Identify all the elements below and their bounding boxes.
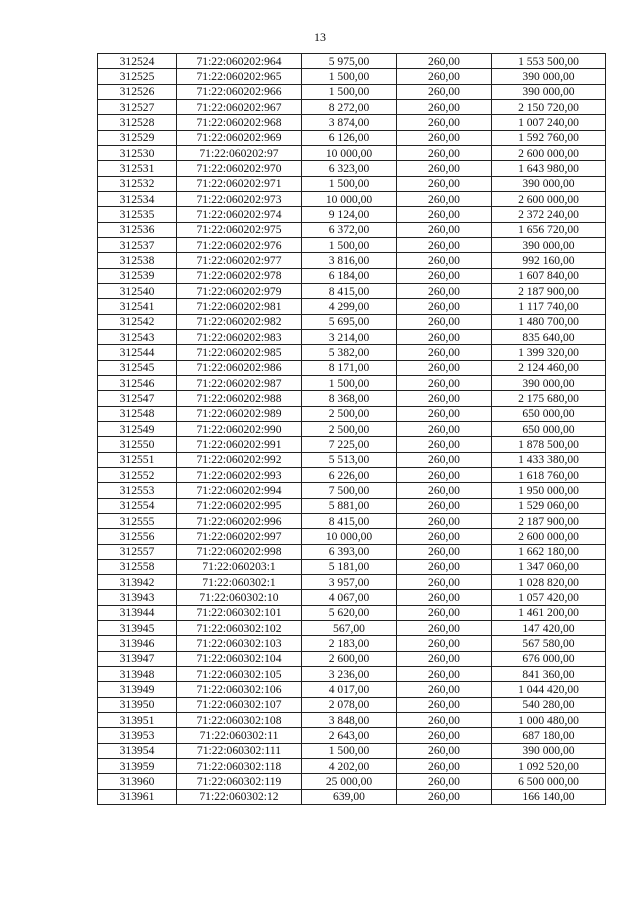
- area-cell: 2 500,00: [302, 421, 397, 436]
- rate-cell: 260,00: [397, 529, 492, 544]
- rate-cell: 260,00: [397, 513, 492, 528]
- rate-cell: 260,00: [397, 483, 492, 498]
- value-cell: 1 044 420,00: [492, 682, 606, 697]
- value-cell: 1 878 500,00: [492, 437, 606, 452]
- cadastral-number-cell: 71:22:060302:111: [177, 743, 302, 758]
- table-row: [98, 421, 606, 436]
- plot-id-cell: 312544: [98, 345, 177, 360]
- value-cell: 1 618 760,00: [492, 467, 606, 482]
- plot-id-cell: 313950: [98, 697, 177, 712]
- plot-id-cell: 313947: [98, 651, 177, 666]
- rate-cell: 260,00: [397, 329, 492, 344]
- table-row: [98, 207, 606, 222]
- table-row: [98, 283, 606, 298]
- cadastral-number-cell: 71:22:060302:11: [177, 728, 302, 743]
- value-cell: 2 187 900,00: [492, 283, 606, 298]
- cadastral-number-cell: 71:22:060202:975: [177, 222, 302, 237]
- plot-id-cell: 312531: [98, 161, 177, 176]
- table-row: [98, 575, 606, 590]
- value-cell: 1 117 740,00: [492, 299, 606, 314]
- plot-id-cell: 313961: [98, 789, 177, 804]
- area-cell: 3 816,00: [302, 253, 397, 268]
- table-row: [98, 759, 606, 774]
- value-cell: 1 028 820,00: [492, 575, 606, 590]
- value-cell: 650 000,00: [492, 406, 606, 421]
- rate-cell: 260,00: [397, 237, 492, 252]
- value-cell: 567 580,00: [492, 636, 606, 651]
- cadastral-number-cell: 71:22:060302:107: [177, 697, 302, 712]
- rate-cell: 260,00: [397, 283, 492, 298]
- value-cell: 1 399 320,00: [492, 345, 606, 360]
- plot-id-cell: 313943: [98, 590, 177, 605]
- area-cell: 8 368,00: [302, 391, 397, 406]
- rate-cell: 260,00: [397, 498, 492, 513]
- cadastral-number-cell: 71:22:060202:967: [177, 99, 302, 114]
- cadastral-number-cell: 71:22:060202:997: [177, 529, 302, 544]
- value-cell: 650 000,00: [492, 421, 606, 436]
- table-row: [98, 498, 606, 513]
- plot-id-cell: 312535: [98, 207, 177, 222]
- plot-id-cell: 312554: [98, 498, 177, 513]
- area-cell: 7 225,00: [302, 437, 397, 452]
- area-cell: 3 874,00: [302, 115, 397, 130]
- cadastral-number-cell: 71:22:060202:968: [177, 115, 302, 130]
- area-cell: 4 017,00: [302, 682, 397, 697]
- area-cell: 3 848,00: [302, 713, 397, 728]
- value-cell: 687 180,00: [492, 728, 606, 743]
- page-number: 13: [314, 30, 326, 44]
- cadastral-number-cell: 71:22:060202:990: [177, 421, 302, 436]
- area-cell: 1 500,00: [302, 237, 397, 252]
- rate-cell: 260,00: [397, 636, 492, 651]
- cadastral-number-cell: 71:22:060302:119: [177, 774, 302, 789]
- plot-id-cell: 312549: [98, 421, 177, 436]
- value-cell: 147 420,00: [492, 621, 606, 636]
- cadastral-number-cell: 71:22:060202:988: [177, 391, 302, 406]
- plot-id-cell: 312542: [98, 314, 177, 329]
- table-row: [98, 360, 606, 375]
- area-cell: 25 000,00: [302, 774, 397, 789]
- cadastral-number-cell: 71:22:060203:1: [177, 559, 302, 574]
- table-row: [98, 314, 606, 329]
- table-row: [98, 590, 606, 605]
- plot-id-cell: 312546: [98, 375, 177, 390]
- area-cell: 4 202,00: [302, 759, 397, 774]
- plot-id-cell: 312525: [98, 69, 177, 84]
- table-row: [98, 176, 606, 191]
- table-row: [98, 682, 606, 697]
- rate-cell: 260,00: [397, 789, 492, 804]
- value-cell: 1 950 000,00: [492, 483, 606, 498]
- rate-cell: 260,00: [397, 391, 492, 406]
- plot-id-cell: 312528: [98, 115, 177, 130]
- value-cell: 6 500 000,00: [492, 774, 606, 789]
- area-cell: 6 372,00: [302, 222, 397, 237]
- value-cell: 2 372 240,00: [492, 207, 606, 222]
- rate-cell: 260,00: [397, 621, 492, 636]
- area-cell: 7 500,00: [302, 483, 397, 498]
- table-row: [98, 406, 606, 421]
- cadastral-number-cell: 71:22:060202:982: [177, 314, 302, 329]
- value-cell: 2 175 680,00: [492, 391, 606, 406]
- plot-id-cell: 312545: [98, 360, 177, 375]
- rate-cell: 260,00: [397, 759, 492, 774]
- table-row: [98, 636, 606, 651]
- plot-id-cell: 313954: [98, 743, 177, 758]
- table-row: [98, 237, 606, 252]
- area-cell: 10 000,00: [302, 529, 397, 544]
- cadastral-number-cell: 71:22:060302:1: [177, 575, 302, 590]
- cadastral-number-cell: 71:22:060202:977: [177, 253, 302, 268]
- value-cell: 166 140,00: [492, 789, 606, 804]
- value-cell: 390 000,00: [492, 237, 606, 252]
- cadastral-number-cell: 71:22:060302:108: [177, 713, 302, 728]
- cadastral-number-cell: 71:22:060202:965: [177, 69, 302, 84]
- rate-cell: 260,00: [397, 575, 492, 590]
- rate-cell: 260,00: [397, 421, 492, 436]
- rate-cell: 260,00: [397, 605, 492, 620]
- table-row: [98, 69, 606, 84]
- cadastral-number-cell: 71:22:060202:987: [177, 375, 302, 390]
- value-cell: 1 000 480,00: [492, 713, 606, 728]
- cadastral-number-cell: 71:22:060302:102: [177, 621, 302, 636]
- area-cell: 2 643,00: [302, 728, 397, 743]
- rate-cell: 260,00: [397, 437, 492, 452]
- table-row: [98, 728, 606, 743]
- value-cell: 390 000,00: [492, 84, 606, 99]
- area-cell: 5 695,00: [302, 314, 397, 329]
- area-cell: 2 078,00: [302, 697, 397, 712]
- area-cell: 8 415,00: [302, 513, 397, 528]
- plot-id-cell: 312556: [98, 529, 177, 544]
- plot-id-cell: 312527: [98, 99, 177, 114]
- area-cell: 8 272,00: [302, 99, 397, 114]
- table-row: [98, 375, 606, 390]
- cadastral-number-cell: 71:22:060202:969: [177, 130, 302, 145]
- area-cell: 2 183,00: [302, 636, 397, 651]
- area-cell: 3 214,00: [302, 329, 397, 344]
- area-cell: 8 171,00: [302, 360, 397, 375]
- land-plots-table: [97, 53, 606, 805]
- value-cell: 2 187 900,00: [492, 513, 606, 528]
- rate-cell: 260,00: [397, 590, 492, 605]
- table-row: [98, 513, 606, 528]
- rate-cell: 260,00: [397, 191, 492, 206]
- area-cell: 9 124,00: [302, 207, 397, 222]
- plot-id-cell: 312541: [98, 299, 177, 314]
- table-row: [98, 329, 606, 344]
- rate-cell: 260,00: [397, 115, 492, 130]
- area-cell: 4 299,00: [302, 299, 397, 314]
- area-cell: 5 881,00: [302, 498, 397, 513]
- value-cell: 1 553 500,00: [492, 54, 606, 69]
- cadastral-number-cell: 71:22:060302:103: [177, 636, 302, 651]
- plot-id-cell: 312543: [98, 329, 177, 344]
- value-cell: 540 280,00: [492, 697, 606, 712]
- area-cell: 6 126,00: [302, 130, 397, 145]
- plot-id-cell: 313942: [98, 575, 177, 590]
- value-cell: 1 592 760,00: [492, 130, 606, 145]
- table-row: [98, 345, 606, 360]
- value-cell: 390 000,00: [492, 69, 606, 84]
- table-row: [98, 713, 606, 728]
- rate-cell: 260,00: [397, 467, 492, 482]
- cadastral-number-cell: 71:22:060202:974: [177, 207, 302, 222]
- plot-id-cell: 312526: [98, 84, 177, 99]
- area-cell: 5 513,00: [302, 452, 397, 467]
- cadastral-number-cell: 71:22:060302:10: [177, 590, 302, 605]
- rate-cell: 260,00: [397, 651, 492, 666]
- cadastral-number-cell: 71:22:060302:118: [177, 759, 302, 774]
- table-row: [98, 145, 606, 160]
- value-cell: 835 640,00: [492, 329, 606, 344]
- table-row: [98, 84, 606, 99]
- table-row: [98, 161, 606, 176]
- plot-id-cell: 313953: [98, 728, 177, 743]
- area-cell: 10 000,00: [302, 191, 397, 206]
- plot-id-cell: 313945: [98, 621, 177, 636]
- area-cell: 10 000,00: [302, 145, 397, 160]
- area-cell: 5 181,00: [302, 559, 397, 574]
- table-row: [98, 115, 606, 130]
- area-cell: 6 323,00: [302, 161, 397, 176]
- cadastral-number-cell: 71:22:060202:995: [177, 498, 302, 513]
- plot-id-cell: 312532: [98, 176, 177, 191]
- rate-cell: 260,00: [397, 713, 492, 728]
- rate-cell: 260,00: [397, 207, 492, 222]
- table-row: [98, 253, 606, 268]
- cadastral-number-cell: 71:22:060202:992: [177, 452, 302, 467]
- area-cell: 5 975,00: [302, 54, 397, 69]
- area-cell: 567,00: [302, 621, 397, 636]
- plot-id-cell: 312551: [98, 452, 177, 467]
- rate-cell: 260,00: [397, 69, 492, 84]
- value-cell: 2 124 460,00: [492, 360, 606, 375]
- plot-id-cell: 312537: [98, 237, 177, 252]
- cadastral-number-cell: 71:22:060202:976: [177, 237, 302, 252]
- cadastral-number-cell: 71:22:060202:986: [177, 360, 302, 375]
- table-row: [98, 99, 606, 114]
- cadastral-number-cell: 71:22:060202:996: [177, 513, 302, 528]
- area-cell: 1 500,00: [302, 375, 397, 390]
- rate-cell: 260,00: [397, 176, 492, 191]
- table-row: [98, 621, 606, 636]
- rate-cell: 260,00: [397, 299, 492, 314]
- plot-id-cell: 312534: [98, 191, 177, 206]
- value-cell: 1 433 380,00: [492, 452, 606, 467]
- value-cell: 1 656 720,00: [492, 222, 606, 237]
- value-cell: 992 160,00: [492, 253, 606, 268]
- rate-cell: 260,00: [397, 728, 492, 743]
- value-cell: 2 150 720,00: [492, 99, 606, 114]
- plot-id-cell: 312555: [98, 513, 177, 528]
- plot-id-cell: 313948: [98, 667, 177, 682]
- value-cell: 390 000,00: [492, 743, 606, 758]
- cadastral-number-cell: 71:22:060302:101: [177, 605, 302, 620]
- area-cell: 1 500,00: [302, 69, 397, 84]
- plot-id-cell: 313960: [98, 774, 177, 789]
- plot-id-cell: 312524: [98, 54, 177, 69]
- table-row: [98, 605, 606, 620]
- area-cell: 5 382,00: [302, 345, 397, 360]
- cadastral-number-cell: 71:22:060202:985: [177, 345, 302, 360]
- cadastral-number-cell: 71:22:060202:981: [177, 299, 302, 314]
- area-cell: 639,00: [302, 789, 397, 804]
- cadastral-number-cell: 71:22:060202:994: [177, 483, 302, 498]
- rate-cell: 260,00: [397, 345, 492, 360]
- cadastral-number-cell: 71:22:060202:991: [177, 437, 302, 452]
- table-row: [98, 191, 606, 206]
- area-cell: 2 600,00: [302, 651, 397, 666]
- table-row: [98, 222, 606, 237]
- plot-id-cell: 312550: [98, 437, 177, 452]
- rate-cell: 260,00: [397, 697, 492, 712]
- rate-cell: 260,00: [397, 743, 492, 758]
- plot-id-cell: 312558: [98, 559, 177, 574]
- plot-id-cell: 313949: [98, 682, 177, 697]
- table-row: [98, 437, 606, 452]
- value-cell: 676 000,00: [492, 651, 606, 666]
- value-cell: 1 607 840,00: [492, 268, 606, 283]
- plot-id-cell: 312557: [98, 544, 177, 559]
- table-row: [98, 651, 606, 666]
- area-cell: 3 236,00: [302, 667, 397, 682]
- value-cell: 2 600 000,00: [492, 145, 606, 160]
- rate-cell: 260,00: [397, 222, 492, 237]
- cadastral-number-cell: 71:22:060302:104: [177, 651, 302, 666]
- area-cell: 1 500,00: [302, 84, 397, 99]
- table-row: [98, 529, 606, 544]
- plot-id-cell: 312552: [98, 467, 177, 482]
- rate-cell: 260,00: [397, 130, 492, 145]
- value-cell: 841 360,00: [492, 667, 606, 682]
- area-cell: 3 957,00: [302, 575, 397, 590]
- value-cell: 1 662 180,00: [492, 544, 606, 559]
- plot-id-cell: 312539: [98, 268, 177, 283]
- plot-id-cell: 313944: [98, 605, 177, 620]
- plot-id-cell: 312548: [98, 406, 177, 421]
- rate-cell: 260,00: [397, 268, 492, 283]
- area-cell: 4 067,00: [302, 590, 397, 605]
- plot-id-cell: 312538: [98, 253, 177, 268]
- plot-id-cell: 313946: [98, 636, 177, 651]
- cadastral-number-cell: 71:22:060202:966: [177, 84, 302, 99]
- rate-cell: 260,00: [397, 406, 492, 421]
- cadastral-number-cell: 71:22:060202:978: [177, 268, 302, 283]
- rate-cell: 260,00: [397, 161, 492, 176]
- value-cell: 1 480 700,00: [492, 314, 606, 329]
- area-cell: 1 500,00: [302, 176, 397, 191]
- table-row: [98, 391, 606, 406]
- plot-id-cell: 312547: [98, 391, 177, 406]
- rate-cell: 260,00: [397, 452, 492, 467]
- rate-cell: 260,00: [397, 559, 492, 574]
- table-row: [98, 559, 606, 574]
- value-cell: 1 529 060,00: [492, 498, 606, 513]
- cadastral-number-cell: 71:22:060202:97: [177, 145, 302, 160]
- value-cell: 390 000,00: [492, 375, 606, 390]
- cadastral-number-cell: 71:22:060202:983: [177, 329, 302, 344]
- area-cell: 5 620,00: [302, 605, 397, 620]
- value-cell: 390 000,00: [492, 176, 606, 191]
- cadastral-number-cell: 71:22:060202:979: [177, 283, 302, 298]
- area-cell: 2 500,00: [302, 406, 397, 421]
- area-cell: 1 500,00: [302, 743, 397, 758]
- cadastral-number-cell: 71:22:060302:12: [177, 789, 302, 804]
- table-row: [98, 697, 606, 712]
- cadastral-number-cell: 71:22:060202:998: [177, 544, 302, 559]
- cadastral-number-cell: 71:22:060202:970: [177, 161, 302, 176]
- table-row: [98, 774, 606, 789]
- value-cell: 1 643 980,00: [492, 161, 606, 176]
- rate-cell: 260,00: [397, 314, 492, 329]
- rate-cell: 260,00: [397, 99, 492, 114]
- value-cell: 1 461 200,00: [492, 605, 606, 620]
- table-row: [98, 299, 606, 314]
- plot-id-cell: 312530: [98, 145, 177, 160]
- area-cell: 6 393,00: [302, 544, 397, 559]
- area-cell: 6 184,00: [302, 268, 397, 283]
- table-row: [98, 483, 606, 498]
- cadastral-number-cell: 71:22:060202:989: [177, 406, 302, 421]
- plot-id-cell: 313951: [98, 713, 177, 728]
- table-row: [98, 268, 606, 283]
- rate-cell: 260,00: [397, 54, 492, 69]
- value-cell: 1 057 420,00: [492, 590, 606, 605]
- rate-cell: 260,00: [397, 682, 492, 697]
- value-cell: 2 600 000,00: [492, 191, 606, 206]
- cadastral-number-cell: 71:22:060302:105: [177, 667, 302, 682]
- table-row: [98, 130, 606, 145]
- cadastral-number-cell: 71:22:060202:971: [177, 176, 302, 191]
- table-row: [98, 467, 606, 482]
- table-row: [98, 452, 606, 467]
- rate-cell: 260,00: [397, 84, 492, 99]
- table-body: [98, 54, 606, 805]
- rate-cell: 260,00: [397, 145, 492, 160]
- rate-cell: 260,00: [397, 544, 492, 559]
- table-row: [98, 789, 606, 804]
- plot-id-cell: 312536: [98, 222, 177, 237]
- table-row: [98, 54, 606, 69]
- cadastral-number-cell: 71:22:060202:993: [177, 467, 302, 482]
- value-cell: 2 600 000,00: [492, 529, 606, 544]
- cadastral-number-cell: 71:22:060202:964: [177, 54, 302, 69]
- plot-id-cell: 312553: [98, 483, 177, 498]
- plot-id-cell: 312529: [98, 130, 177, 145]
- area-cell: 6 226,00: [302, 467, 397, 482]
- rate-cell: 260,00: [397, 667, 492, 682]
- value-cell: 1 007 240,00: [492, 115, 606, 130]
- table-row: [98, 544, 606, 559]
- table-row: [98, 667, 606, 682]
- value-cell: 1 092 520,00: [492, 759, 606, 774]
- plot-id-cell: 313959: [98, 759, 177, 774]
- plot-id-cell: 312540: [98, 283, 177, 298]
- area-cell: 8 415,00: [302, 283, 397, 298]
- cadastral-number-cell: 71:22:060302:106: [177, 682, 302, 697]
- rate-cell: 260,00: [397, 375, 492, 390]
- rate-cell: 260,00: [397, 774, 492, 789]
- rate-cell: 260,00: [397, 253, 492, 268]
- cadastral-number-cell: 71:22:060202:973: [177, 191, 302, 206]
- value-cell: 1 347 060,00: [492, 559, 606, 574]
- table-row: [98, 743, 606, 758]
- rate-cell: 260,00: [397, 360, 492, 375]
